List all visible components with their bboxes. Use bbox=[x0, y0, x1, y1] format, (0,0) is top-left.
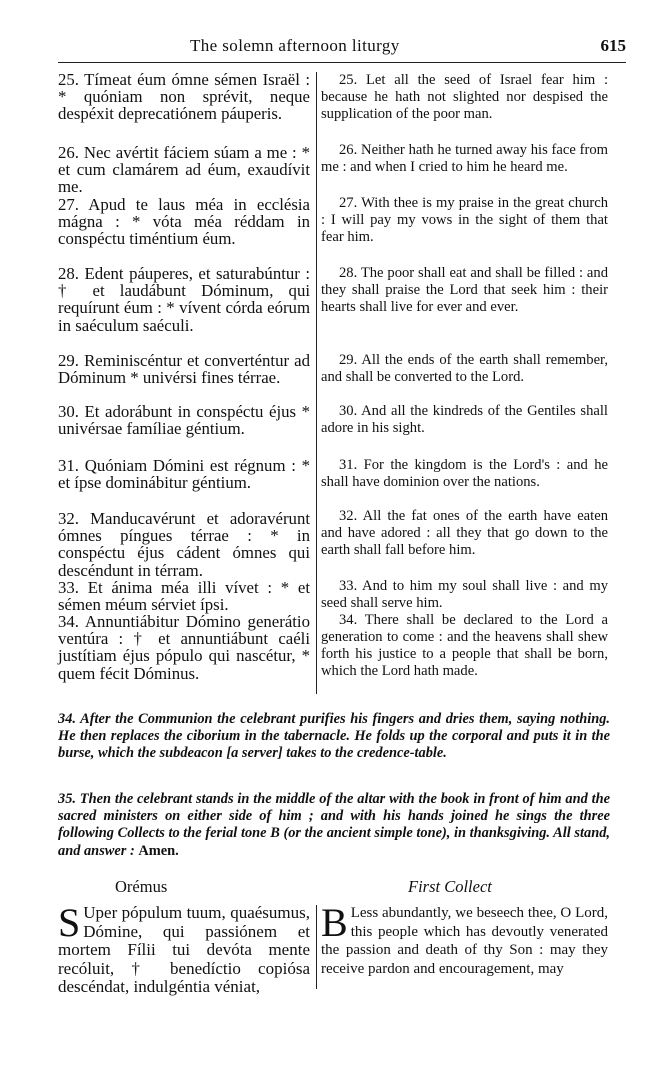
collect-column-divider bbox=[316, 905, 317, 989]
english-verse-32 bbox=[321, 508, 608, 559]
rubric-35-text: 35. Then the celebrant stands in the middle of the altar with the book in front of him and the sacred ministers on either side of him ; and with his hands joined he sings the three following Collects to the ferial tone B (or the ancient simple tone), in thanksgiving. All stand, and answer : bbox=[58, 791, 610, 859]
latin-verse-34: 34. Annuntiábitur Dómino generátio ventúra : † et annuntiábunt caéli justítiam éjus pópulo qui nascétur, * quem fécit Dóminus. bbox=[58, 612, 310, 683]
latin-verse-28: 28. Edent páuperes, et saturabúntur : † et laudábunt Dóminum, qui requírunt éum : * vívent córda eórum in saéculum saéculi. bbox=[58, 264, 310, 335]
english-verse-34 bbox=[321, 612, 608, 680]
english-verse-33-text: 33. And to him my soul shall live : and my seed shall serve him. bbox=[321, 578, 608, 611]
rubric-35 bbox=[58, 791, 610, 860]
oremus-heading: Orémus bbox=[115, 877, 168, 896]
collect-english-text: Less abundantly, we beseech thee, O Lord, this people which has devoutly venerated the passion and death of thy Son : may they receive pardon and encouragement, may bbox=[321, 905, 608, 977]
rubric-35-amen: Amen. bbox=[138, 842, 179, 859]
english-verse-29-text: 29. All the ends of the earth shall remember, and shall be converted to the Lord. bbox=[321, 352, 608, 385]
collect-latin bbox=[58, 900, 310, 997]
english-verse-26-text: 26. Neither hath he turned away his face from me : and when I cried to him he heard me. bbox=[321, 142, 608, 175]
drop-cap-s: S bbox=[58, 900, 81, 945]
first-collect-heading: First Collect bbox=[408, 877, 492, 896]
latin-verse-31: 31. Quóniam Dómini est régnum : * et ípse dominábitur géntium. bbox=[58, 456, 310, 493]
english-verse-34-text: 34. There shall be declared to the Lord a generation to come : and the heavens shall shew forth his justice to a people that shall be born, which the Lord hath made. bbox=[321, 612, 608, 679]
header-rule bbox=[58, 62, 626, 63]
english-verse-29 bbox=[321, 352, 608, 386]
english-verse-25-text: 25. Let all the seed of Israel fear him : because he hath not slighted nor despised the supplication of the poor man. bbox=[321, 72, 608, 122]
latin-verse-26: 26. Nec avértit fáciem súam a me : * et cum clamárem ad éum, exaudívit me. bbox=[58, 143, 310, 197]
column-divider bbox=[316, 72, 317, 694]
collect-latin-text: Uper pópulum tuum, quaésumus, Dómine, qui passiónem et mortem Fílii tui devóta mente recóluit, † benedíctio copiósa descéndat, indulgéntia véniat, bbox=[58, 903, 310, 996]
latin-verse-27: 27. Apud te laus méa in ecclésia mágna : * vóta méa réddam in conspéctu timéntium éum. bbox=[58, 195, 310, 249]
drop-cap-b: B bbox=[321, 900, 348, 945]
running-header bbox=[58, 36, 626, 58]
latin-verse-33: 33. Et ánima méa illi vívet : * et sémen méum sérviet ípsi. bbox=[58, 578, 310, 615]
english-verse-25 bbox=[321, 72, 608, 123]
english-verse-27 bbox=[321, 195, 608, 246]
english-verse-30 bbox=[321, 403, 608, 437]
rubric-34: 34. After the Communion the celebrant purifies his fingers and dries them, saying nothing. He then replaces the ciborium in the tabernacle. He folds up the corporal and puts it in the burse, which the subdeacon [a server] takes to the credence-table. bbox=[58, 711, 610, 762]
running-title: The solemn afternoon liturgy bbox=[190, 36, 400, 55]
latin-verse-25: 25. Tímeat éum ómne sémen Israël : * quóniam non sprévit, neque despéxit deprecatiónem páuperis. bbox=[58, 70, 310, 124]
page-number: 615 bbox=[600, 36, 626, 55]
english-verse-26 bbox=[321, 142, 608, 176]
english-verse-32-text: 32. All the fat ones of the earth have eaten and have adored : all they that go down to the earth shall fall before him. bbox=[321, 508, 608, 558]
latin-verse-32: 32. Manducavérunt et adoravérunt ómnes píngues térrae : * in conspéctu éjus cádent ómnes qui descéndunt in térram. bbox=[58, 509, 310, 580]
english-verse-28 bbox=[321, 265, 608, 316]
english-verse-27-text: 27. With thee is my praise in the great church : I will pay my vows in the sight of them that fear him. bbox=[321, 195, 608, 245]
english-verse-28-text: 28. The poor shall eat and shall be filled : and they shall praise the Lord that seek him : their hearts shall live for ever and ever. bbox=[321, 265, 608, 315]
english-verse-31-text: 31. For the kingdom is the Lord's : and he shall have dominion over the nations. bbox=[321, 457, 608, 490]
english-verse-31 bbox=[321, 457, 608, 491]
collect-english bbox=[321, 900, 608, 978]
latin-verse-30: 30. Et adorábunt in conspéctu éjus * univérsae famíliae géntium. bbox=[58, 402, 310, 439]
english-verse-30-text: 30. And all the kindreds of the Gentiles shall adore in his sight. bbox=[321, 403, 608, 436]
english-verse-33 bbox=[321, 578, 608, 612]
latin-verse-29: 29. Reminiscéntur et converténtur ad Dóminum * univérsi fines térrae. bbox=[58, 351, 310, 388]
